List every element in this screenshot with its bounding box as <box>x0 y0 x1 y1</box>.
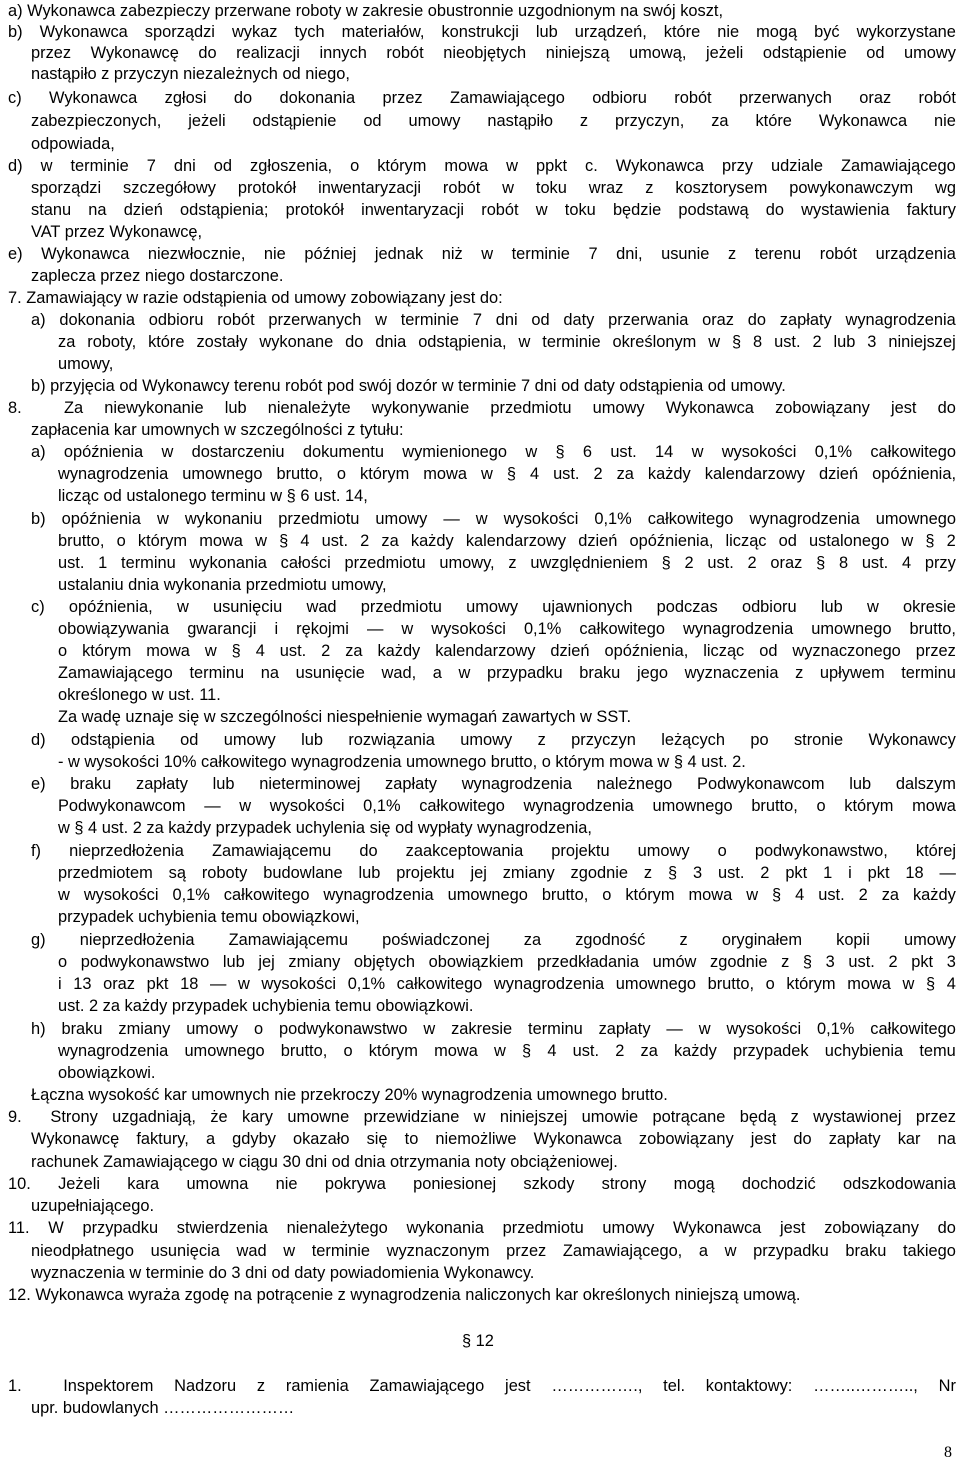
text-line: 8. Za niewykonanie lub nienależyte wykonywanie przedmiotu umowy Wykonawca zobowiązany jest do <box>8 399 956 417</box>
text-line: przez Wykonawcę do realizacji innych robót nieobjętych niniejszą umową, jeżeli odstąpienie od umowy <box>31 44 956 62</box>
text-line: - w wysokości 10% całkowitego wynagrodzenia umownego brutto, o którym mowa w § 4 ust. 2. <box>58 753 746 771</box>
text-line: nastąpiło z przyczyn niezależnych od niego, <box>31 65 350 83</box>
text-line: a) Wykonawca zabezpieczy przerwane roboty w zakresie obustronnie uzgodnionym na swój koszt, <box>8 2 724 20</box>
text-line: 7. Zamawiający w razie odstąpienia od umowy zobowiązany jest do: <box>8 289 503 307</box>
text-line: e) braku zapłaty lub nieterminowej zapłaty wynagrodzenia należnego Podwykonawcom lub dalszym <box>31 775 956 793</box>
text-line: ust. 2 za każdy przypadek uchybienia temu obowiązkowi. <box>58 997 474 1015</box>
text-line: Zamawiającego terminu na usunięcie wad, a w przypadku braku jego wyznaczenia z upływem terminu <box>58 664 956 682</box>
text-line: przypadek uchybienia temu obowiązkowi, <box>58 908 360 926</box>
text-line: uzupełniającego. <box>31 1197 155 1215</box>
text-line: o podwykonawstwo lub jej zmiany objętych obowiązkiem przedkładania umów zgodnie z § 3 ust. 2 pkt 3 <box>58 953 956 971</box>
text-line: g) nieprzedłożenia Zamawiającemu poświadczonej za zgodność z oryginałem kopii umowy <box>31 931 956 949</box>
text-line: 11. W przypadku stwierdzenia nienależytego wykonania przedmiotu umowy Wykonawca jest zobowiązany do <box>8 1219 956 1237</box>
text-line: brutto, o którym mowa w § 4 ust. 2 za każdy kalendarzowy dzień opóźnienia, licząc od ustalonego w § 2 <box>58 532 956 550</box>
text-line: ustalaniu dnia wykonania przedmiotu umowy, <box>58 576 387 594</box>
text-line: VAT przez Wykonawcę, <box>31 223 203 241</box>
text-line: a) dokonania odbioru robót przerwanych w terminie 7 dni od daty przerwania oraz do zapłaty wynagrodzenia <box>31 311 956 329</box>
page-number: 8 <box>944 1444 952 1461</box>
text-line: wynagrodzenia umownego brutto, o którym mowa w § 4 ust. 2 za każdy przypadek uchybienia temu <box>58 1042 956 1060</box>
text-line: e) Wykonawca niezwłocznie, nie później jednak niż w terminie 7 dni, usunie z terenu robót urządzenia <box>8 245 956 263</box>
text-line: b) Wykonawca sporządzi wykaz tych materiałów, konstrukcji lub urządzeń, które nie mogą być wykorzystane <box>8 23 956 41</box>
text-line: wyznaczenia w terminie do 3 dni od daty powiadomienia Wykonawcy. <box>31 1264 535 1282</box>
text-line: c) Wykonawca zgłosi do dokonania przez Zamawiającego odbioru robót przerwanych oraz robót <box>8 89 956 107</box>
text-line: h) braku zmiany umowy o podwykonawstwo w zakresie terminu zapłaty — w wysokości 0,1% całkowitego <box>31 1020 956 1038</box>
text-line: wynagrodzenia umownego brutto, o którym mowa w § 4 ust. 2 za każdy kalendarzowy dzień opóźnienia, <box>58 465 956 483</box>
text-line: ust. 1 terminu wykonania całości przedmiotu umowy, z uwzględnieniem § 2 ust. 2 oraz § 8 ust. 4 przy <box>58 554 956 572</box>
text-line: zaplecza przez niego dostarczone. <box>31 267 284 285</box>
text-line: a) opóźnienia w dostarczeniu dokumentu wymienionego w § 6 ust. 14 w wysokości 0,1% całkowitego <box>31 443 956 461</box>
text-line: za roboty, które zostały wykonane do dnia odstąpienia, w terminie określonym w § 8 ust. 2 lub 3 niniejszej <box>58 333 956 351</box>
text-line: 1. Inspektorem Nadzoru z ramienia Zamawiającego jest ……………., tel. kontaktowy: ……..……….., Nr <box>8 1377 956 1395</box>
text-line: 10. Jeżeli kara umowna nie pokrywa poniesionej szkody strony mogą dochodzić odszkodowania <box>8 1175 956 1193</box>
text-line: d) w terminie 7 dni od zgłoszenia, o którym mowa w ppkt c. Wykonawca przy udziale Zamawiającego <box>8 157 956 175</box>
text-line: obowiązywania gwarancji i rękojmi — w wysokości 0,1% całkowitego wynagrodzenia umownego brutto, <box>58 620 956 638</box>
text-line: licząc od ustalonego terminu w § 6 ust. 14, <box>58 487 368 505</box>
text-line: 12. Wykonawca wyraża zgodę na potrącenie z wynagrodzenia naliczonych kar określonych niniejszą umową. <box>8 1286 801 1304</box>
text-line: Łączna wysokość kar umownych nie przekroczy 20% wynagrodzenia umownego brutto. <box>31 1086 668 1104</box>
text-line: odpowiada, <box>31 135 115 153</box>
text-line: i 13 oraz pkt 18 — w wysokości 0,1% całkowitego wynagrodzenia umownego brutto, o którym mowa w § 4 <box>58 975 956 993</box>
text-line: b) przyjęcia od Wykonawcy terenu robót pod swój dozór w terminie 7 dni od daty odstąpienia od umowy. <box>31 377 786 395</box>
text-line: rachunek Zamawiającego w ciągu 30 dni od dnia otrzymania noty obciążeniowej. <box>31 1153 618 1171</box>
text-line: przedmiotem są roboty budowlane lub projektu jej zmiany zgodnie z § 3 ust. 2 pkt 1 i pkt 18 — <box>58 864 956 882</box>
text-line: f) nieprzedłożenia Zamawiającemu do zaakceptowania projektu umowy o podwykonawstwo, której <box>31 842 956 860</box>
text-line: zabezpieczonych, jeżeli odstąpienie od umowy nastąpiło z przyczyn, za które Wykonawca nie <box>31 112 956 130</box>
text-line: określonego w ust. 11. <box>58 686 221 704</box>
text-line: Podwykonawcom — w wysokości 0,1% całkowitego wynagrodzenia umownego brutto, o którym mowa <box>58 797 956 815</box>
text-line: b) opóźnienia w wykonaniu przedmiotu umowy — w wysokości 0,1% całkowitego wynagrodzenia umownego <box>31 510 956 528</box>
text-line: umowy, <box>58 355 114 373</box>
text-line: zapłacenia kar umownych w szczególności z tytułu: <box>31 421 404 439</box>
text-line: w § 4 ust. 2 za każdy przypadek uchylenia się od wypłaty wynagrodzenia, <box>58 819 592 837</box>
text-line: Za wadę uznaje się w szczególności niespełnienie wymagań zawartych w SST. <box>58 708 632 726</box>
text-line: c) opóźnienia, w usunięciu wad przedmiotu umowy ujawnionych podczas odbioru lub w okresie <box>31 598 956 616</box>
text-line: d) odstąpienia od umowy lub rozwiązania umowy z przyczyn leżących po stronie Wykonawcy <box>31 731 956 749</box>
text-line: Wykonawcę faktury, a gdyby okazało się to niemożliwe Wykonawca zobowiązany jest do zapłaty kar na <box>31 1130 956 1148</box>
text-line: § 12 <box>462 1332 494 1350</box>
text-line: obowiązkowi. <box>58 1064 156 1082</box>
text-line: upr. budowlanych …………………… <box>31 1399 295 1417</box>
text-line: 9. Strony uzgadniają, że kary umowne przewidziane w niniejszej umowie potrącane będą z wystawionej przez <box>8 1108 956 1126</box>
text-line: sporządzi szczegółowy protokół inwentaryzacji robót w toku wraz z kosztorysem powykonawczym wg <box>31 179 956 197</box>
text-line: nieodpłatnego usunięcia wad w terminie wyznaczonym przez Zamawiającego, a w przypadku braku takiego <box>31 1242 956 1260</box>
text-line: stanu na dzień odstąpienia; protokół inwentaryzacji robót w toku będzie podstawą do wystawienia faktury <box>31 201 956 219</box>
text-line: o którym mowa w § 4 ust. 2 za każdy kalendarzowy dzień opóźnienia, licząc od wyznaczonego przez <box>58 642 956 660</box>
text-line: w wysokości 0,1% całkowitego wynagrodzenia umownego brutto, o którym mowa w § 4 ust. 2 za każdy <box>58 886 956 904</box>
